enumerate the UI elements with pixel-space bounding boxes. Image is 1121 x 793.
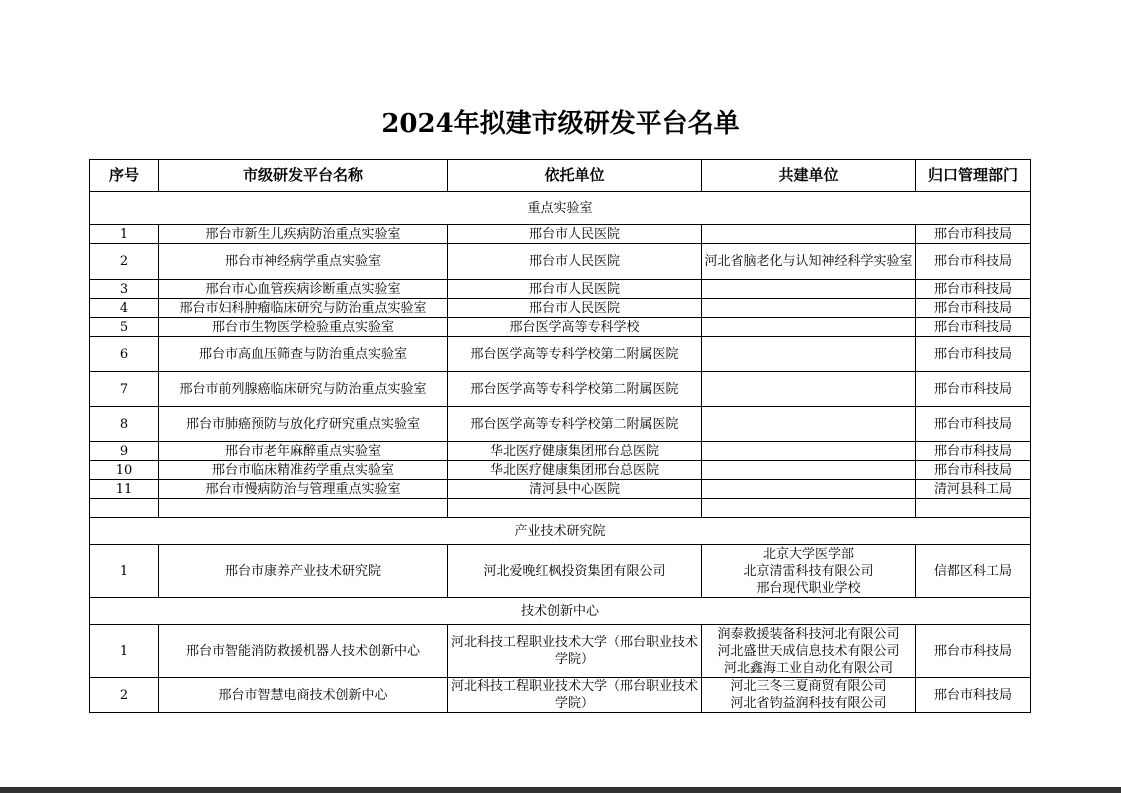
cell-host: 邢台市人民医院 — [448, 299, 702, 318]
cell-seq: 2 — [90, 678, 159, 713]
cell-empty — [90, 499, 159, 518]
partner-line: 邢台现代职业学校 — [756, 580, 861, 596]
cell-platform: 邢台市老年麻醉重点实验室 — [159, 442, 448, 461]
cell-platform: 邢台市慢病防治与管理重点实验室 — [159, 480, 448, 499]
cell-seq: 10 — [90, 461, 159, 480]
table-row — [90, 372, 1031, 407]
table-row — [90, 318, 1031, 337]
section-row — [90, 598, 1031, 625]
cell-host: 邢台市人民医院 — [448, 280, 702, 299]
cell-partner — [702, 280, 916, 299]
cell-platform: 邢台市心血管疾病诊断重点实验室 — [159, 280, 448, 299]
cell-dept: 邢台市科技局 — [916, 407, 1031, 442]
partner-line: 河北盛世天成信息技术有限公司 — [717, 643, 900, 659]
cell-host: 邢台市人民医院 — [448, 225, 702, 244]
partner-line: 河北三冬三夏商贸有限公司 — [730, 679, 887, 694]
cell-seq: 5 — [90, 318, 159, 337]
section-title-labs: 重点实验室 — [90, 192, 1031, 225]
cell-partner — [702, 480, 916, 499]
cell-platform: 邢台市肺癌预防与放化疗研究重点实验室 — [159, 407, 448, 442]
partner-line: 北京大学医学部 — [762, 546, 854, 562]
table-row — [90, 407, 1031, 442]
partner-line: 河北省钧益润科技有限公司 — [730, 696, 887, 711]
cell-partner — [702, 461, 916, 480]
cell-partner — [702, 225, 916, 244]
cell-partner: 河北省脑老化与认知神经科学实验室 — [702, 244, 916, 280]
header-partner: 共建单位 — [702, 160, 916, 192]
partner-line: 河北鑫海工业自动化有限公司 — [723, 660, 893, 676]
page-title: 2024年拟建市级研发平台名单 — [381, 109, 740, 139]
section-row — [90, 518, 1031, 545]
cell-empty — [159, 499, 448, 518]
table-row — [90, 480, 1031, 499]
cell-partner — [702, 678, 916, 713]
cell-host: 河北科技工程职业技术大学（邢台职业技术学院） — [448, 625, 702, 678]
cell-empty — [702, 499, 916, 518]
cell-host: 邢台医学高等专科学校第二附属医院 — [448, 337, 702, 372]
cell-dept: 邢台市科技局 — [916, 318, 1031, 337]
cell-dept: 清河县科工局 — [916, 480, 1031, 499]
cell-partner — [702, 625, 916, 678]
table-row — [90, 337, 1031, 372]
cell-seq: 6 — [90, 337, 159, 372]
cell-seq: 2 — [90, 244, 159, 280]
cell-host: 河北爱晚红枫投资集团有限公司 — [448, 545, 702, 598]
cell-seq: 1 — [90, 225, 159, 244]
header-row — [90, 160, 1031, 192]
cell-seq: 11 — [90, 480, 159, 499]
cell-partner — [702, 337, 916, 372]
cell-dept: 邢台市科技局 — [916, 372, 1031, 407]
header-host: 依托单位 — [448, 160, 702, 192]
cell-host: 华北医疗健康集团邢台总医院 — [448, 461, 702, 480]
table-row — [90, 280, 1031, 299]
cell-partner — [702, 372, 916, 407]
header-seq: 序号 — [90, 160, 159, 192]
cell-host: 邢台医学高等专科学校第二附属医院 — [448, 372, 702, 407]
cell-host: 邢台医学高等专科学校 — [448, 318, 702, 337]
cell-platform: 邢台市高血压筛查与防治重点实验室 — [159, 337, 448, 372]
cell-dept: 邢台市科技局 — [916, 461, 1031, 480]
cell-empty — [916, 499, 1031, 518]
cell-seq: 1 — [90, 545, 159, 598]
cell-host: 河北科技工程职业技术大学（邢台职业技术学院） — [448, 678, 702, 713]
cell-platform: 邢台市智能消防救援机器人技术创新中心 — [159, 625, 448, 678]
cell-platform: 邢台市新生儿疾病防治重点实验室 — [159, 225, 448, 244]
cell-partner — [702, 299, 916, 318]
cell-platform: 邢台市妇科肿瘤临床研究与防治重点实验室 — [159, 299, 448, 318]
table-row — [90, 461, 1031, 480]
cell-seq: 3 — [90, 280, 159, 299]
cell-platform: 邢台市智慧电商技术创新中心 — [159, 678, 448, 713]
cell-dept: 邢台市科技局 — [916, 244, 1031, 280]
section-title-centers: 技术创新中心 — [90, 598, 1031, 625]
cell-seq: 4 — [90, 299, 159, 318]
table-row — [90, 678, 1031, 713]
partner-line: 润泰救援装备科技河北有限公司 — [717, 626, 900, 642]
cell-dept: 信都区科工局 — [916, 545, 1031, 598]
table-row — [90, 442, 1031, 461]
platform-table — [89, 159, 1031, 713]
cell-dept: 邢台市科技局 — [916, 337, 1031, 372]
table-row — [90, 625, 1031, 678]
cell-partner — [702, 407, 916, 442]
header-dept: 归口管理部门 — [916, 160, 1031, 192]
cell-platform: 邢台市前列腺癌临床研究与防治重点实验室 — [159, 372, 448, 407]
cell-seq: 9 — [90, 442, 159, 461]
table-row — [90, 299, 1031, 318]
cell-dept: 邢台市科技局 — [916, 678, 1031, 713]
cell-dept: 邢台市科技局 — [916, 442, 1031, 461]
cell-host: 清河县中心医院 — [448, 480, 702, 499]
cell-partner — [702, 318, 916, 337]
cell-dept: 邢台市科技局 — [916, 225, 1031, 244]
cell-host: 邢台医学高等专科学校第二附属医院 — [448, 407, 702, 442]
cell-partner — [702, 442, 916, 461]
page-bottom-border — [0, 787, 1121, 793]
empty-row — [90, 499, 1031, 518]
cell-dept: 邢台市科技局 — [916, 299, 1031, 318]
table-row — [90, 244, 1031, 280]
partner-line: 北京清雷科技有限公司 — [743, 563, 874, 579]
cell-platform: 邢台市临床精准药学重点实验室 — [159, 461, 448, 480]
cell-seq: 7 — [90, 372, 159, 407]
cell-platform: 邢台市康养产业技术研究院 — [159, 545, 448, 598]
cell-seq: 8 — [90, 407, 159, 442]
cell-host: 华北医疗健康集团邢台总医院 — [448, 442, 702, 461]
cell-platform: 邢台市生物医学检验重点实验室 — [159, 318, 448, 337]
table-row — [90, 225, 1031, 244]
cell-dept: 邢台市科技局 — [916, 280, 1031, 299]
table-row — [90, 545, 1031, 598]
section-row — [90, 192, 1031, 225]
cell-partner — [702, 545, 916, 598]
cell-platform: 邢台市神经病学重点实验室 — [159, 244, 448, 280]
header-platform: 市级研发平台名称 — [159, 160, 448, 192]
section-title-institutes: 产业技术研究院 — [90, 518, 1031, 545]
cell-dept: 邢台市科技局 — [916, 625, 1031, 678]
cell-host: 邢台市人民医院 — [448, 244, 702, 280]
cell-seq: 1 — [90, 625, 159, 678]
cell-empty — [448, 499, 702, 518]
